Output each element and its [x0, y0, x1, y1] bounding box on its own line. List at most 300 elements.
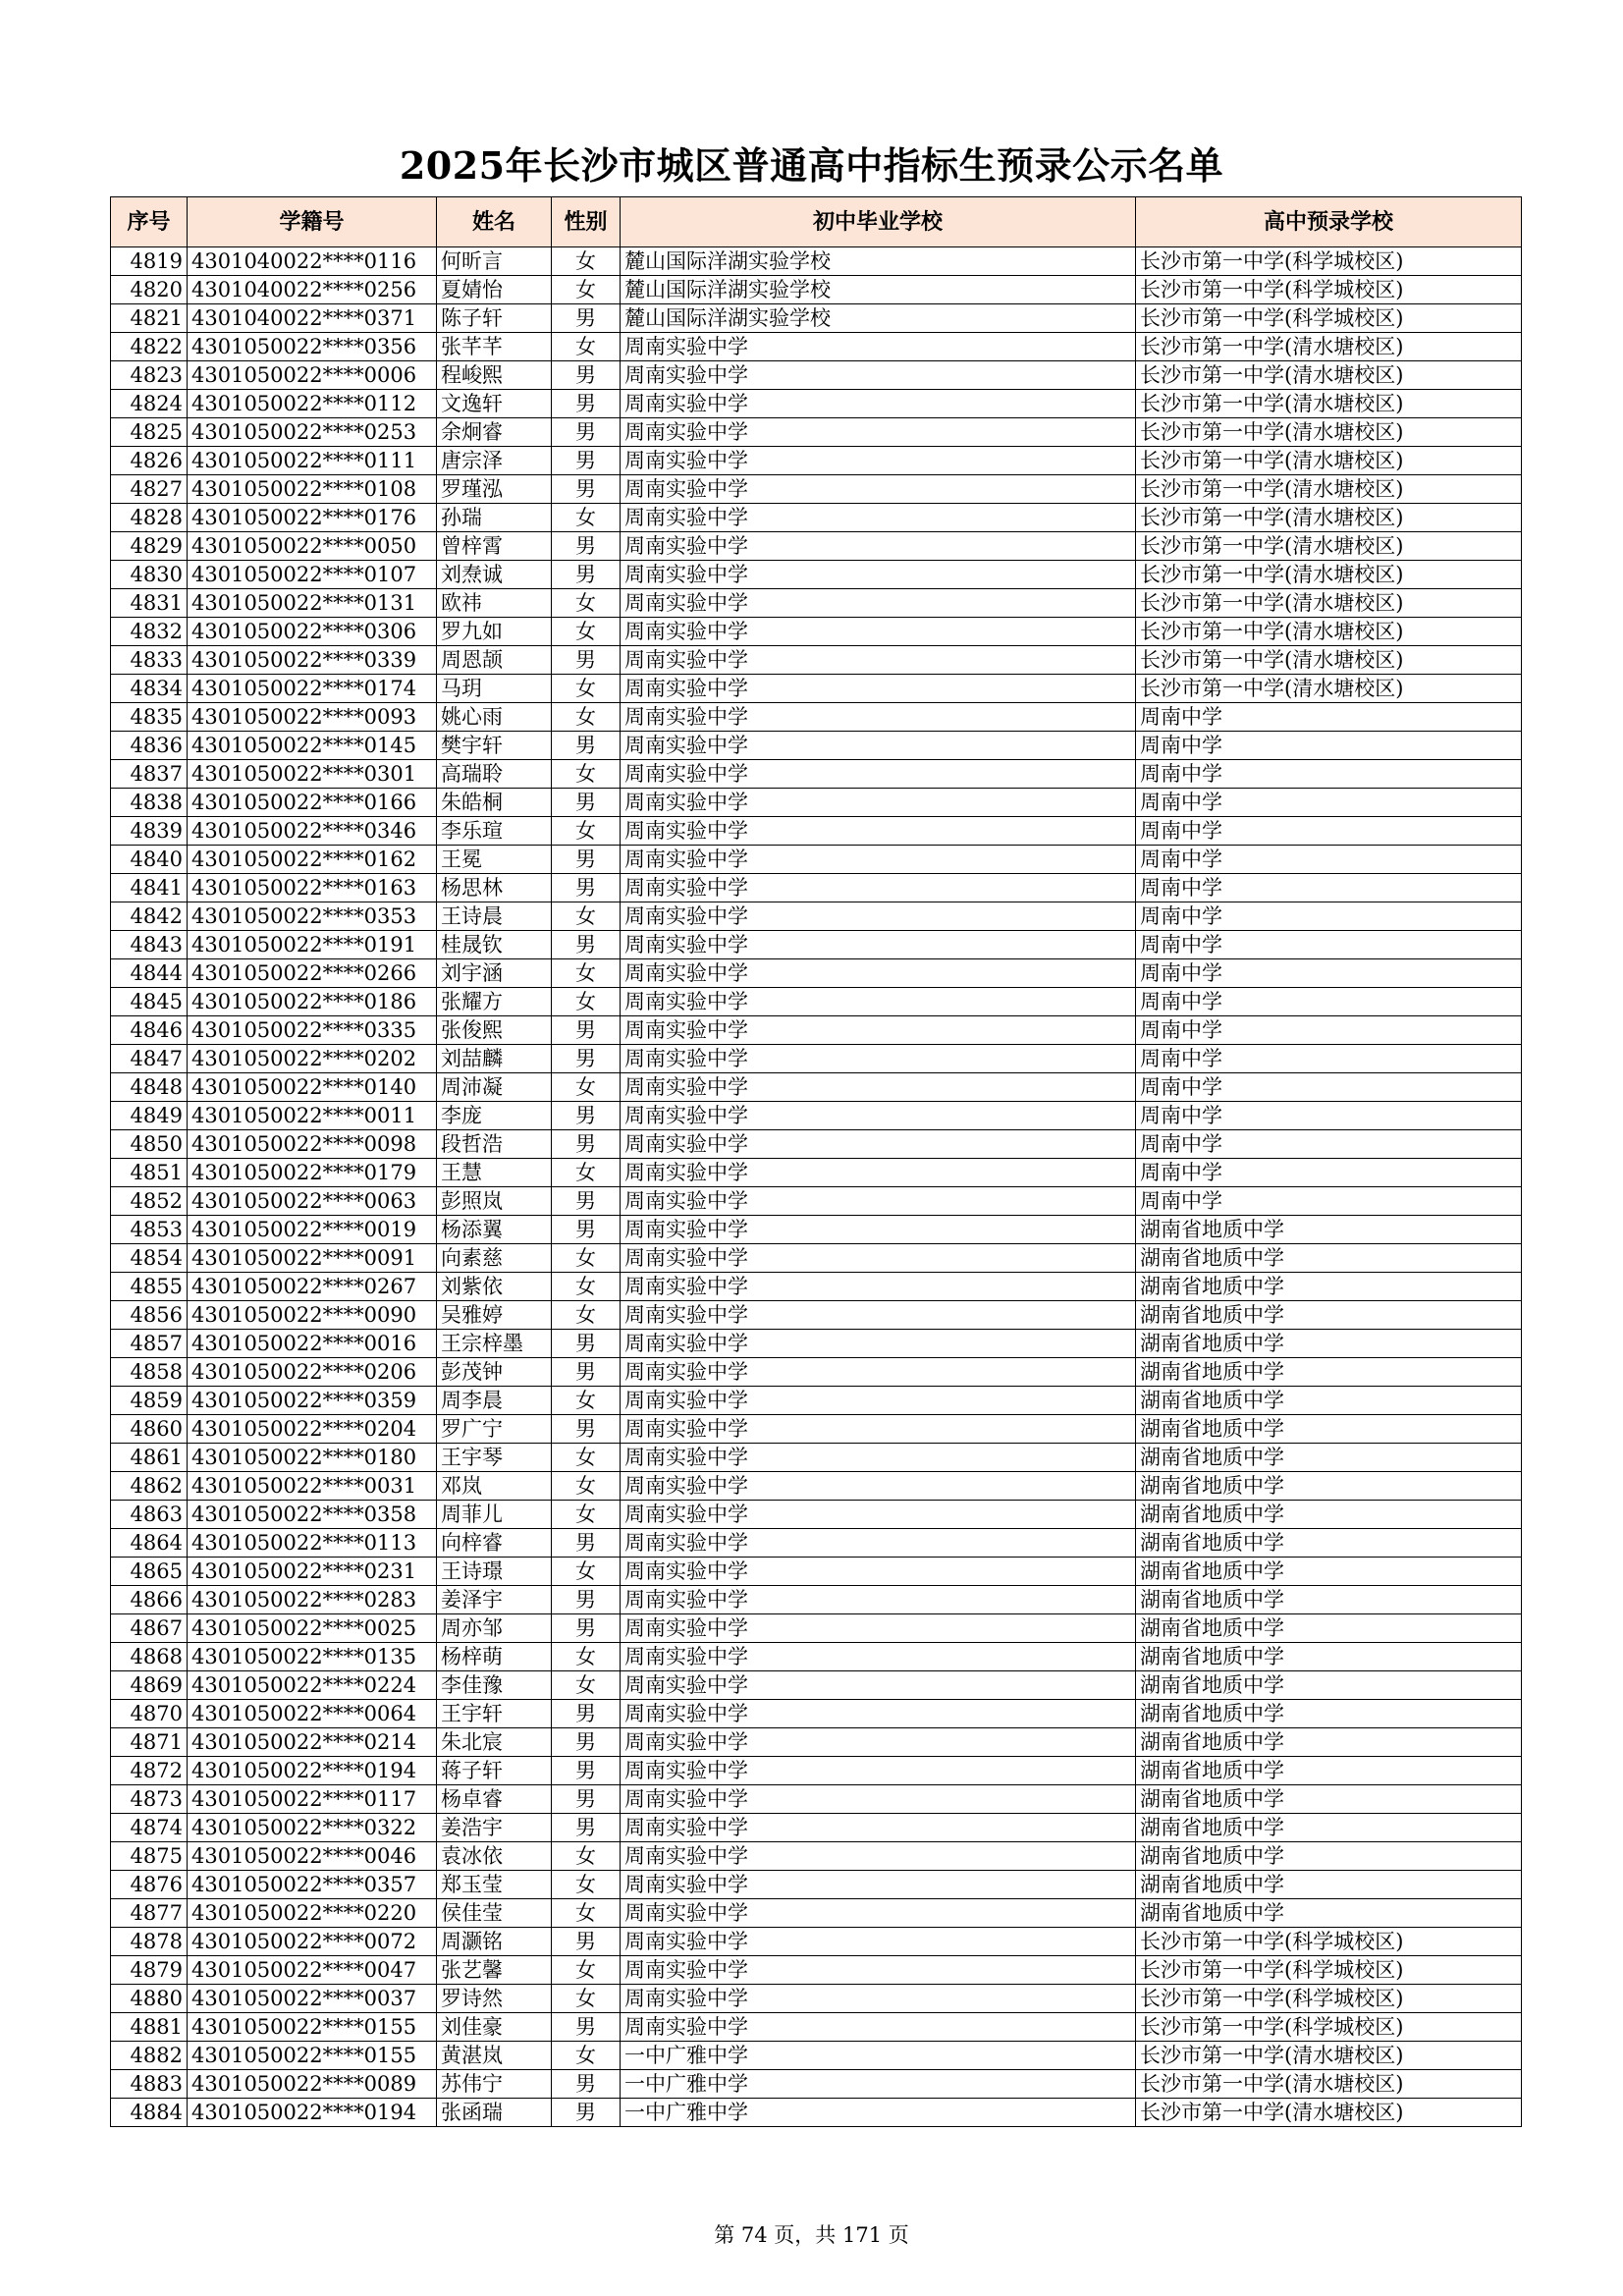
cell-high-school: 湖南省地质中学 [1136, 1558, 1522, 1586]
cell-student-id: 4301050022****0266 [188, 959, 437, 988]
table-row [111, 504, 1522, 532]
cell-no: 4826 [111, 447, 188, 475]
cell-gender: 男 [552, 1700, 621, 1728]
cell-no: 4823 [111, 361, 188, 390]
table-row [111, 1130, 1522, 1159]
cell-gender: 男 [552, 1045, 621, 1073]
table-row [111, 1102, 1522, 1130]
cell-name: 杨卓睿 [437, 1785, 552, 1814]
cell-middle-school: 一中广雅中学 [621, 2042, 1136, 2070]
cell-student-id: 4301050022****0180 [188, 1444, 437, 1472]
cell-gender: 男 [552, 1785, 621, 1814]
cell-high-school: 湖南省地质中学 [1136, 1216, 1522, 1244]
cell-high-school: 周南中学 [1136, 959, 1522, 988]
cell-no: 4832 [111, 618, 188, 646]
table-row [111, 1073, 1522, 1102]
cell-middle-school: 周南实验中学 [621, 1073, 1136, 1102]
cell-no: 4820 [111, 276, 188, 304]
cell-name: 彭照岚 [437, 1187, 552, 1216]
cell-high-school: 湖南省地质中学 [1136, 1814, 1522, 1842]
cell-no: 4860 [111, 1415, 188, 1444]
cell-no: 4881 [111, 2013, 188, 2042]
cell-name: 朱北宸 [437, 1728, 552, 1757]
cell-name: 程峻熙 [437, 361, 552, 390]
cell-middle-school: 周南实验中学 [621, 1045, 1136, 1073]
cell-no: 4854 [111, 1244, 188, 1273]
cell-name: 刘宇涵 [437, 959, 552, 988]
cell-student-id: 4301050022****0194 [188, 1757, 437, 1785]
cell-high-school: 周南中学 [1136, 1045, 1522, 1073]
cell-gender: 女 [552, 1301, 621, 1330]
cell-no: 4838 [111, 789, 188, 817]
cell-middle-school: 周南实验中学 [621, 390, 1136, 418]
cell-high-school: 周南中学 [1136, 846, 1522, 874]
cell-student-id: 4301050022****0111 [188, 447, 437, 475]
cell-name: 张芊芊 [437, 333, 552, 361]
cell-middle-school: 周南实验中学 [621, 959, 1136, 988]
cell-gender: 男 [552, 1728, 621, 1757]
cell-no: 4870 [111, 1700, 188, 1728]
cell-gender: 男 [552, 475, 621, 504]
cell-name: 周恩颉 [437, 646, 552, 675]
cell-middle-school: 周南实验中学 [621, 1643, 1136, 1671]
cell-no: 4844 [111, 959, 188, 988]
cell-student-id: 4301050022****0090 [188, 1301, 437, 1330]
cell-gender: 女 [552, 1501, 621, 1529]
table-row [111, 1899, 1522, 1928]
table-row [111, 2042, 1522, 2070]
cell-gender: 男 [552, 447, 621, 475]
cell-student-id: 4301050022****0179 [188, 1159, 437, 1187]
table-row [111, 2013, 1522, 2042]
cell-student-id: 4301050022****0253 [188, 418, 437, 447]
cell-gender: 女 [552, 1985, 621, 2013]
table-row [111, 618, 1522, 646]
cell-student-id: 4301050022****0113 [188, 1529, 437, 1558]
cell-name: 罗广宁 [437, 1415, 552, 1444]
table-row [111, 1529, 1522, 1558]
cell-gender: 男 [552, 361, 621, 390]
cell-student-id: 4301050022****0112 [188, 390, 437, 418]
cell-gender: 女 [552, 1558, 621, 1586]
cell-middle-school: 周南实验中学 [621, 1216, 1136, 1244]
table-row [111, 959, 1522, 988]
cell-high-school: 湖南省地质中学 [1136, 1529, 1522, 1558]
table-row [111, 1928, 1522, 1956]
cell-middle-school: 周南实验中学 [621, 817, 1136, 846]
cell-high-school: 湖南省地质中学 [1136, 1842, 1522, 1871]
cell-high-school: 周南中学 [1136, 732, 1522, 760]
cell-high-school: 长沙市第一中学(科学城校区) [1136, 2013, 1522, 2042]
cell-no: 4858 [111, 1358, 188, 1387]
cell-student-id: 4301050022****0037 [188, 1985, 437, 2013]
cell-name: 王宇琴 [437, 1444, 552, 1472]
cell-student-id: 4301050022****0117 [188, 1785, 437, 1814]
cell-name: 李佳豫 [437, 1671, 552, 1700]
table-row [111, 1501, 1522, 1529]
table-row [111, 1045, 1522, 1073]
cell-middle-school: 周南实验中学 [621, 1558, 1136, 1586]
cell-name: 朱皓桐 [437, 789, 552, 817]
cell-name: 陈子轩 [437, 304, 552, 333]
cell-high-school: 长沙市第一中学(清水塘校区) [1136, 2070, 1522, 2099]
cell-middle-school: 周南实验中学 [621, 1102, 1136, 1130]
cell-gender: 女 [552, 1671, 621, 1700]
cell-gender: 男 [552, 304, 621, 333]
cell-gender: 女 [552, 1244, 621, 1273]
cell-middle-school: 周南实验中学 [621, 1985, 1136, 2013]
cell-gender: 女 [552, 1387, 621, 1415]
cell-name: 罗诗然 [437, 1985, 552, 2013]
header-gender: 性别 [552, 197, 621, 247]
cell-high-school: 湖南省地质中学 [1136, 1387, 1522, 1415]
cell-name: 苏伟宁 [437, 2070, 552, 2099]
cell-middle-school: 周南实验中学 [621, 675, 1136, 703]
cell-middle-school: 周南实验中学 [621, 1871, 1136, 1899]
table-row [111, 646, 1522, 675]
cell-high-school: 湖南省地质中学 [1136, 1358, 1522, 1387]
cell-no: 4878 [111, 1928, 188, 1956]
table-row [111, 1871, 1522, 1899]
table-row [111, 475, 1522, 504]
cell-no: 4853 [111, 1216, 188, 1244]
cell-student-id: 4301050022****0359 [188, 1387, 437, 1415]
cell-no: 4851 [111, 1159, 188, 1187]
cell-student-id: 4301050022****0356 [188, 333, 437, 361]
cell-high-school: 湖南省地质中学 [1136, 1643, 1522, 1671]
cell-middle-school: 周南实验中学 [621, 361, 1136, 390]
cell-student-id: 4301050022****0019 [188, 1216, 437, 1244]
cell-high-school: 湖南省地质中学 [1136, 1700, 1522, 1728]
cell-no: 4822 [111, 333, 188, 361]
cell-student-id: 4301050022****0214 [188, 1728, 437, 1757]
cell-middle-school: 周南实验中学 [621, 902, 1136, 931]
cell-high-school: 长沙市第一中学(科学城校区) [1136, 1928, 1522, 1956]
cell-high-school: 湖南省地质中学 [1136, 1501, 1522, 1529]
cell-middle-school: 周南实验中学 [621, 1928, 1136, 1956]
cell-high-school: 湖南省地质中学 [1136, 1899, 1522, 1928]
table-row [111, 1415, 1522, 1444]
cell-gender: 男 [552, 2070, 621, 2099]
cell-middle-school: 周南实验中学 [621, 931, 1136, 959]
cell-name: 黄湛岚 [437, 2042, 552, 2070]
cell-no: 4830 [111, 561, 188, 589]
cell-student-id: 4301050022****0194 [188, 2099, 437, 2127]
cell-name: 孙瑞 [437, 504, 552, 532]
cell-student-id: 4301050022****0091 [188, 1244, 437, 1273]
cell-middle-school: 周南实验中学 [621, 418, 1136, 447]
cell-high-school: 周南中学 [1136, 817, 1522, 846]
table-row [111, 1985, 1522, 2013]
cell-name: 蒋子轩 [437, 1757, 552, 1785]
cell-middle-school: 周南实验中学 [621, 618, 1136, 646]
cell-name: 郑玉莹 [437, 1871, 552, 1899]
cell-gender: 男 [552, 1757, 621, 1785]
cell-gender: 男 [552, 1358, 621, 1387]
cell-no: 4850 [111, 1130, 188, 1159]
table-body [111, 247, 1522, 2127]
cell-gender: 男 [552, 2013, 621, 2042]
header-student-id: 学籍号 [188, 197, 437, 247]
cell-gender: 男 [552, 2099, 621, 2127]
cell-student-id: 4301050022****0346 [188, 817, 437, 846]
cell-middle-school: 周南实验中学 [621, 475, 1136, 504]
cell-name: 侯佳莹 [437, 1899, 552, 1928]
cell-name: 姜浩宇 [437, 1814, 552, 1842]
cell-middle-school: 周南实验中学 [621, 1387, 1136, 1415]
cell-gender: 女 [552, 1444, 621, 1472]
cell-high-school: 长沙市第一中学(科学城校区) [1136, 247, 1522, 276]
cell-gender: 男 [552, 1102, 621, 1130]
cell-high-school: 周南中学 [1136, 789, 1522, 817]
cell-no: 4876 [111, 1871, 188, 1899]
cell-no: 4873 [111, 1785, 188, 1814]
cell-middle-school: 周南实验中学 [621, 1016, 1136, 1045]
table-row [111, 1187, 1522, 1216]
cell-high-school: 周南中学 [1136, 874, 1522, 902]
table-row [111, 361, 1522, 390]
cell-gender: 男 [552, 532, 621, 561]
table-row [111, 760, 1522, 789]
cell-gender: 女 [552, 1956, 621, 1985]
cell-high-school: 湖南省地质中学 [1136, 1614, 1522, 1643]
cell-name: 向素慈 [437, 1244, 552, 1273]
cell-student-id: 4301050022****0050 [188, 532, 437, 561]
cell-no: 4819 [111, 247, 188, 276]
cell-middle-school: 周南实验中学 [621, 1529, 1136, 1558]
cell-no: 4833 [111, 646, 188, 675]
cell-name: 刘佳豪 [437, 2013, 552, 2042]
cell-student-id: 4301040022****0116 [188, 247, 437, 276]
cell-high-school: 长沙市第一中学(清水塘校区) [1136, 333, 1522, 361]
cell-gender: 女 [552, 618, 621, 646]
cell-high-school: 长沙市第一中学(清水塘校区) [1136, 589, 1522, 618]
cell-high-school: 长沙市第一中学(清水塘校区) [1136, 475, 1522, 504]
cell-student-id: 4301050022****0220 [188, 1899, 437, 1928]
cell-student-id: 4301050022****0108 [188, 475, 437, 504]
table-row [111, 1643, 1522, 1671]
table-row [111, 1159, 1522, 1187]
cell-high-school: 长沙市第一中学(科学城校区) [1136, 1956, 1522, 1985]
table-row [111, 1614, 1522, 1643]
table-row [111, 447, 1522, 475]
cell-name: 姜泽宇 [437, 1586, 552, 1614]
cell-student-id: 4301050022****0064 [188, 1700, 437, 1728]
table-row [111, 247, 1522, 276]
cell-no: 4824 [111, 390, 188, 418]
cell-name: 王冕 [437, 846, 552, 874]
cell-name: 李庞 [437, 1102, 552, 1130]
cell-no: 4880 [111, 1985, 188, 2013]
cell-middle-school: 周南实验中学 [621, 1415, 1136, 1444]
cell-high-school: 长沙市第一中学(清水塘校区) [1136, 532, 1522, 561]
table-row [111, 418, 1522, 447]
cell-student-id: 4301050022****0063 [188, 1187, 437, 1216]
cell-middle-school: 周南实验中学 [621, 2013, 1136, 2042]
cell-middle-school: 周南实验中学 [621, 1358, 1136, 1387]
cell-middle-school: 麓山国际洋湖实验学校 [621, 247, 1136, 276]
cell-gender: 女 [552, 1871, 621, 1899]
cell-no: 4835 [111, 703, 188, 732]
cell-gender: 男 [552, 789, 621, 817]
cell-no: 4831 [111, 589, 188, 618]
cell-name: 马玥 [437, 675, 552, 703]
cell-gender: 女 [552, 1073, 621, 1102]
cell-student-id: 4301050022****0098 [188, 1130, 437, 1159]
cell-student-id: 4301050022****0011 [188, 1102, 437, 1130]
cell-middle-school: 周南实验中学 [621, 1614, 1136, 1643]
table-row [111, 1814, 1522, 1842]
cell-high-school: 长沙市第一中学(清水塘校区) [1136, 646, 1522, 675]
cell-high-school: 长沙市第一中学(科学城校区) [1136, 1985, 1522, 2013]
cell-no: 4846 [111, 1016, 188, 1045]
cell-name: 周菲儿 [437, 1501, 552, 1529]
cell-gender: 男 [552, 1814, 621, 1842]
cell-high-school: 湖南省地质中学 [1136, 1671, 1522, 1700]
cell-high-school: 长沙市第一中学(清水塘校区) [1136, 390, 1522, 418]
cell-name: 王诗晨 [437, 902, 552, 931]
cell-middle-school: 周南实验中学 [621, 732, 1136, 760]
cell-name: 周亦邹 [437, 1614, 552, 1643]
cell-middle-school: 周南实验中学 [621, 1586, 1136, 1614]
cell-name: 曾梓霄 [437, 532, 552, 561]
cell-no: 4849 [111, 1102, 188, 1130]
table-row [111, 675, 1522, 703]
cell-middle-school: 周南实验中学 [621, 1159, 1136, 1187]
cell-name: 张耀方 [437, 988, 552, 1016]
cell-no: 4884 [111, 2099, 188, 2127]
cell-no: 4839 [111, 817, 188, 846]
cell-student-id: 4301050022****0335 [188, 1016, 437, 1045]
header-name: 姓名 [437, 197, 552, 247]
table-row [111, 276, 1522, 304]
cell-student-id: 4301040022****0256 [188, 276, 437, 304]
cell-middle-school: 周南实验中学 [621, 1130, 1136, 1159]
table-row [111, 1842, 1522, 1871]
table-row [111, 1358, 1522, 1387]
cell-high-school: 湖南省地质中学 [1136, 1728, 1522, 1757]
cell-high-school: 周南中学 [1136, 1016, 1522, 1045]
table-row [111, 561, 1522, 589]
cell-middle-school: 周南实验中学 [621, 561, 1136, 589]
table-row [111, 1016, 1522, 1045]
cell-name: 刘喆麟 [437, 1045, 552, 1073]
cell-no: 4845 [111, 988, 188, 1016]
cell-high-school: 湖南省地质中学 [1136, 1415, 1522, 1444]
cell-middle-school: 周南实验中学 [621, 1899, 1136, 1928]
cell-gender: 女 [552, 675, 621, 703]
cell-high-school: 周南中学 [1136, 703, 1522, 732]
cell-no: 4847 [111, 1045, 188, 1073]
cell-no: 4864 [111, 1529, 188, 1558]
cell-gender: 女 [552, 1273, 621, 1301]
table-row [111, 732, 1522, 760]
cell-student-id: 4301050022****0358 [188, 1501, 437, 1529]
cell-gender: 女 [552, 1899, 621, 1928]
cell-middle-school: 周南实验中学 [621, 1785, 1136, 1814]
cell-middle-school: 周南实验中学 [621, 1273, 1136, 1301]
cell-gender: 女 [552, 1159, 621, 1187]
cell-high-school: 湖南省地质中学 [1136, 1273, 1522, 1301]
cell-student-id: 4301050022****0025 [188, 1614, 437, 1643]
cell-middle-school: 周南实验中学 [621, 846, 1136, 874]
cell-no: 4836 [111, 732, 188, 760]
cell-name: 邓岚 [437, 1472, 552, 1501]
cell-student-id: 4301050022****0357 [188, 1871, 437, 1899]
cell-middle-school: 周南实验中学 [621, 504, 1136, 532]
cell-name: 夏婧怡 [437, 276, 552, 304]
cell-gender: 女 [552, 817, 621, 846]
table-row [111, 1586, 1522, 1614]
cell-name: 何昕言 [437, 247, 552, 276]
page-footer: 第 74 页，共 171 页 [714, 2223, 909, 2247]
cell-gender: 男 [552, 1586, 621, 1614]
table-row [111, 1301, 1522, 1330]
cell-student-id: 4301050022****0322 [188, 1814, 437, 1842]
cell-no: 4868 [111, 1643, 188, 1671]
cell-name: 周沛凝 [437, 1073, 552, 1102]
cell-student-id: 4301050022****0306 [188, 618, 437, 646]
table-row [111, 1330, 1522, 1358]
cell-gender: 女 [552, 1842, 621, 1871]
cell-gender: 男 [552, 646, 621, 675]
table-row [111, 1728, 1522, 1757]
cell-no: 4827 [111, 475, 188, 504]
table-row [111, 304, 1522, 333]
cell-high-school: 长沙市第一中学(清水塘校区) [1136, 618, 1522, 646]
roster-table [110, 196, 1522, 2127]
table-row [111, 1273, 1522, 1301]
cell-student-id: 4301050022****0283 [188, 1586, 437, 1614]
cell-high-school: 周南中学 [1136, 988, 1522, 1016]
cell-student-id: 4301050022****0016 [188, 1330, 437, 1358]
header-no: 序号 [111, 197, 188, 247]
cell-no: 4855 [111, 1273, 188, 1301]
cell-gender: 男 [552, 1330, 621, 1358]
cell-name: 张艺馨 [437, 1956, 552, 1985]
table-row [111, 1785, 1522, 1814]
cell-student-id: 4301050022****0140 [188, 1073, 437, 1102]
cell-gender: 男 [552, 1614, 621, 1643]
cell-name: 张俊熙 [437, 1016, 552, 1045]
cell-name: 姚心雨 [437, 703, 552, 732]
cell-gender: 男 [552, 1216, 621, 1244]
cell-no: 4879 [111, 1956, 188, 1985]
cell-student-id: 4301050022****0046 [188, 1842, 437, 1871]
cell-no: 4866 [111, 1586, 188, 1614]
cell-student-id: 4301050022****0301 [188, 760, 437, 789]
cell-gender: 女 [552, 959, 621, 988]
table-row [111, 1700, 1522, 1728]
cell-middle-school: 周南实验中学 [621, 1501, 1136, 1529]
cell-high-school: 长沙市第一中学(清水塘校区) [1136, 2099, 1522, 2127]
table-row [111, 874, 1522, 902]
cell-name: 周灏铭 [437, 1928, 552, 1956]
cell-student-id: 4301050022****0339 [188, 646, 437, 675]
table-row [111, 1216, 1522, 1244]
cell-gender: 男 [552, 561, 621, 589]
table-row [111, 532, 1522, 561]
cell-name: 文逸轩 [437, 390, 552, 418]
cell-no: 4852 [111, 1187, 188, 1216]
cell-no: 4825 [111, 418, 188, 447]
cell-middle-school: 周南实验中学 [621, 1671, 1136, 1700]
cell-no: 4842 [111, 902, 188, 931]
cell-name: 袁冰依 [437, 1842, 552, 1871]
cell-student-id: 4301050022****0145 [188, 732, 437, 760]
table-row [111, 1558, 1522, 1586]
cell-gender: 女 [552, 760, 621, 789]
